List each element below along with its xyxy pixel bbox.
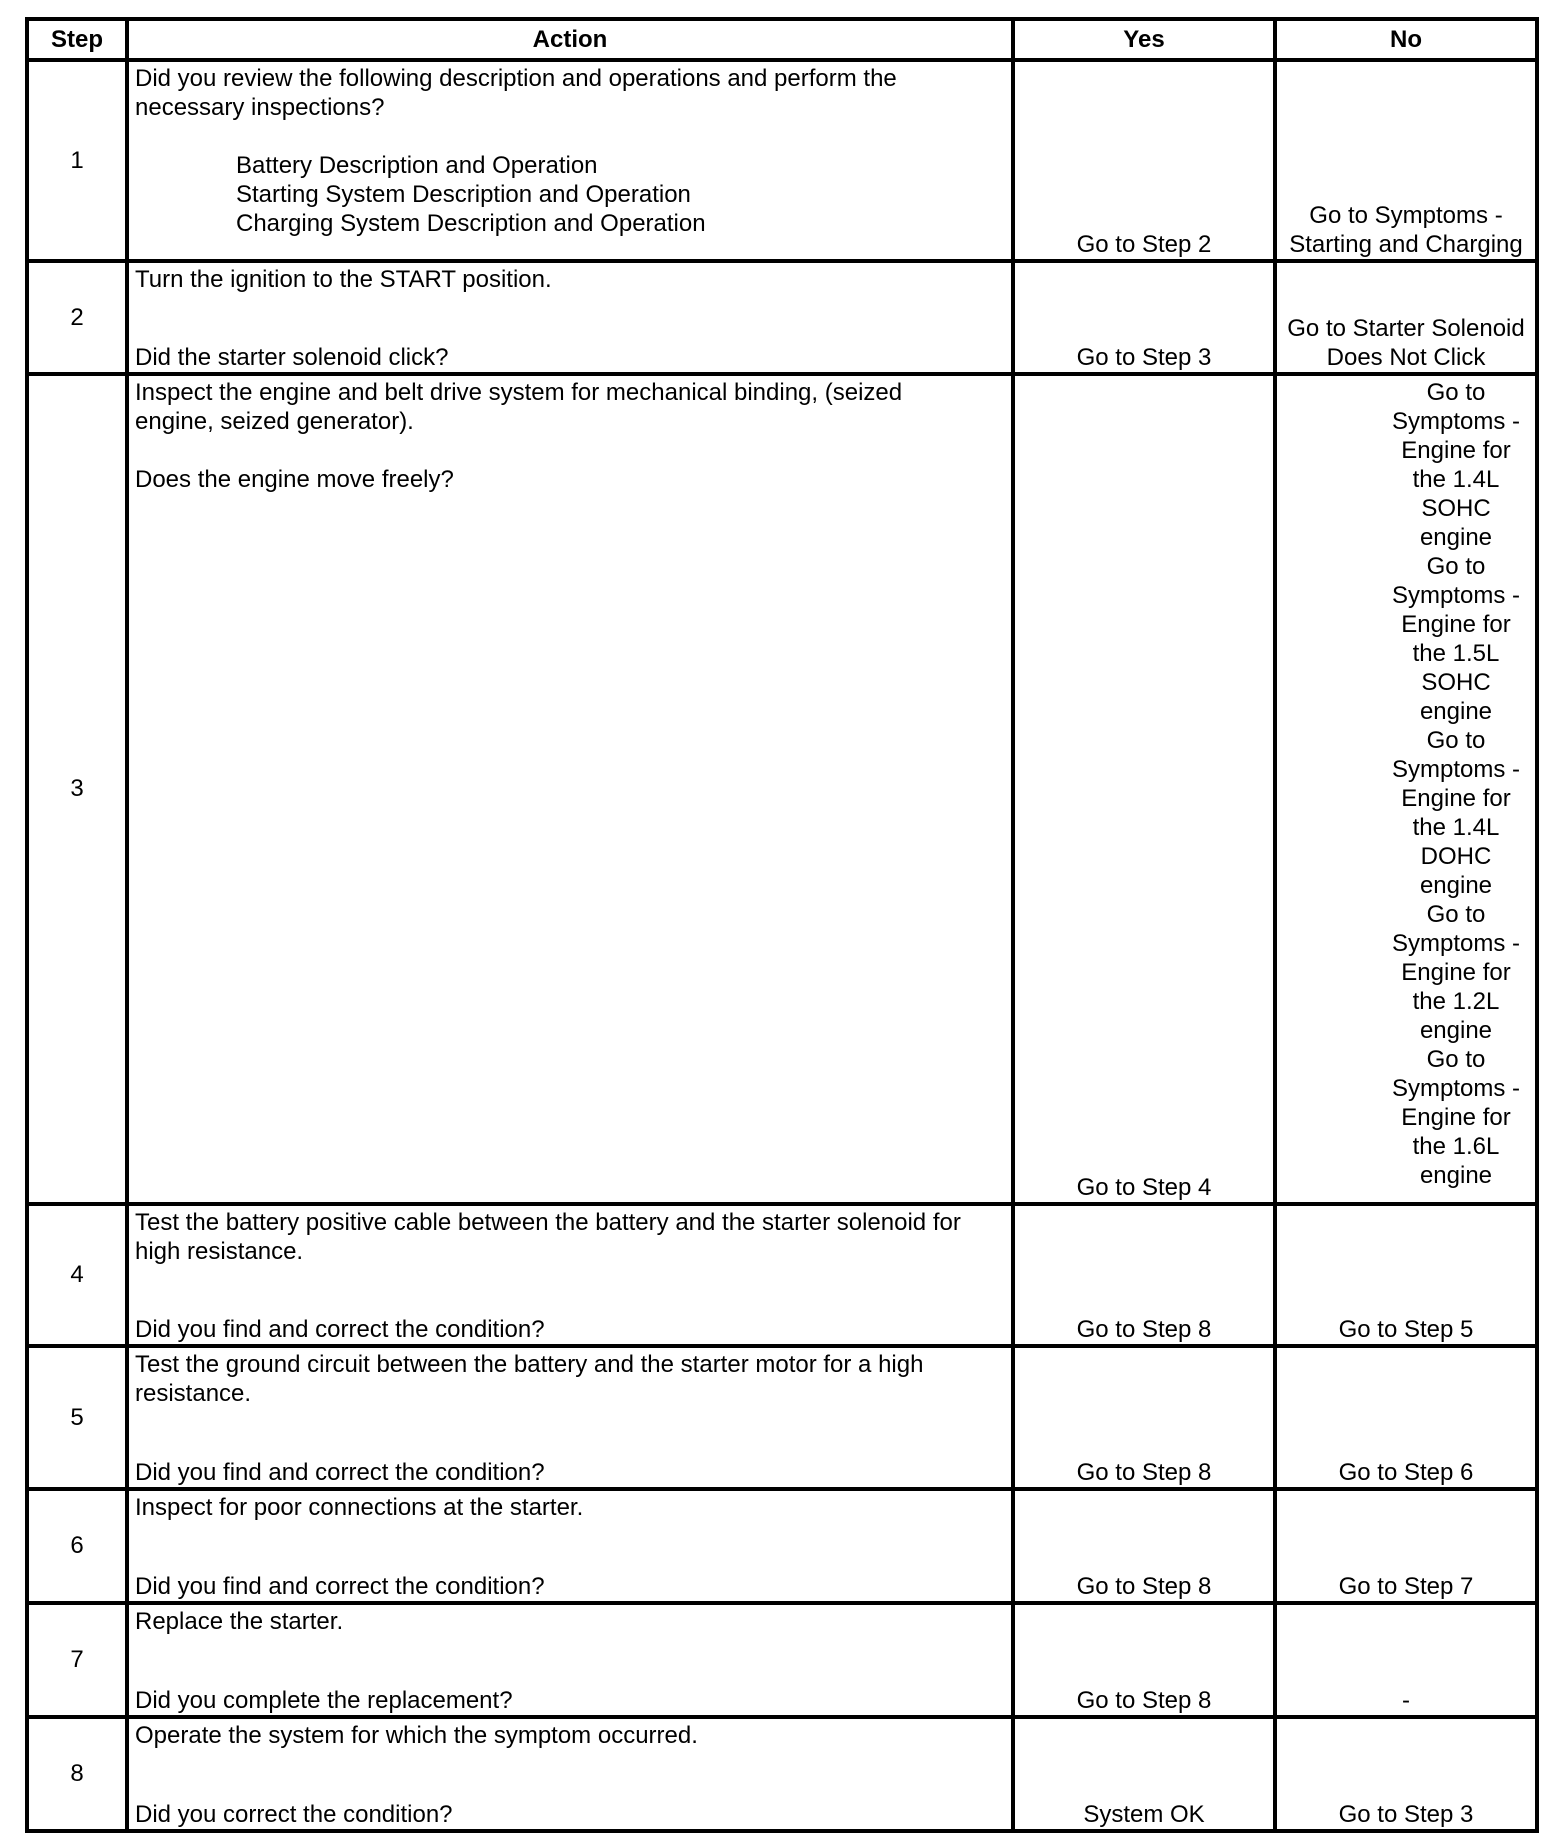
action-line: Inspect for poor connections at the starter. (135, 1494, 584, 1521)
action-question: Did you find and correct the condition? (135, 1573, 545, 1600)
action-line: Replace the starter. (135, 1608, 344, 1635)
no-value: - (1402, 1687, 1410, 1714)
no-link[interactable]: Go to Step 6 (1338, 1459, 1474, 1486)
no-link-line[interactable]: Go to (1426, 901, 1486, 928)
action-line: necessary inspections? (135, 94, 385, 121)
no-link-line[interactable]: the 1.4L (1412, 814, 1500, 841)
table-row (27, 374, 1537, 1204)
doc-link[interactable]: Charging System Description and Operation (236, 210, 706, 237)
no-link-line[interactable]: Engine for (1401, 785, 1511, 812)
no-link-line[interactable]: Symptoms - (1391, 1075, 1520, 1102)
yes-cell (1013, 374, 1275, 1204)
step-number: 6 (27, 1489, 127, 1603)
no-link-line[interactable]: Symptoms - (1391, 930, 1520, 957)
no-link-line[interactable]: the 1.2L (1412, 988, 1500, 1015)
yes-cell (1013, 1603, 1275, 1717)
no-link[interactable]: Go to Step 3 (1338, 1801, 1474, 1828)
step-number: 8 (27, 1717, 127, 1831)
no-cell (1275, 60, 1537, 261)
table-row (27, 1717, 1537, 1831)
action-line: Turn the ignition to the START position. (135, 266, 552, 293)
action-question: Did you find and correct the condition? (135, 1459, 545, 1486)
action-line: Test the battery positive cable between the battery and the starter solenoid for (135, 1209, 961, 1236)
header-no: No (1275, 19, 1537, 60)
table-row (27, 261, 1537, 374)
action-line: Did you review the following description and operations and perform the (135, 65, 897, 92)
no-link-line[interactable]: DOHC (1420, 843, 1492, 870)
no-link[interactable]: Starting and Charging (1289, 231, 1523, 258)
no-link[interactable]: Does Not Click (1326, 344, 1486, 371)
yes-link[interactable]: Go to Step 8 (1076, 1459, 1212, 1486)
no-cell (1275, 261, 1537, 374)
no-link-line[interactable]: Engine for (1401, 611, 1511, 638)
action-cell (127, 1603, 1013, 1717)
yes-cell (1013, 1717, 1275, 1831)
action-line: high resistance. (135, 1238, 304, 1265)
no-link-line[interactable]: Symptoms - (1391, 582, 1520, 609)
yes-link[interactable]: Go to Step 4 (1076, 1174, 1212, 1201)
action-line: engine, seized generator). (135, 408, 414, 435)
yes-link[interactable]: Go to Step 8 (1076, 1573, 1212, 1600)
header-row (27, 19, 1537, 60)
action-line: resistance. (135, 1380, 252, 1407)
yes-cell (1013, 261, 1275, 374)
yes-cell (1013, 1204, 1275, 1346)
no-cell (1275, 374, 1537, 1204)
no-link-line[interactable]: engine (1419, 524, 1493, 551)
header-action: Action (127, 19, 1013, 60)
action-cell (127, 1346, 1013, 1489)
no-link[interactable]: Go to Symptoms - (1309, 202, 1503, 229)
doc-link[interactable]: Starting System Description and Operation (236, 181, 691, 208)
step-number: 2 (27, 261, 127, 374)
no-link-line[interactable]: engine (1419, 698, 1493, 725)
action-line: Operate the system for which the symptom occurred. (135, 1722, 698, 1749)
no-link[interactable]: Go to Step 5 (1338, 1316, 1474, 1343)
table-row (27, 1346, 1537, 1489)
action-cell (127, 1489, 1013, 1603)
table-row (27, 1204, 1537, 1346)
no-link-line[interactable]: SOHC (1421, 495, 1491, 522)
step-number: 1 (27, 60, 127, 261)
no-link-line[interactable]: Engine for (1401, 1104, 1511, 1131)
yes-value: System OK (1083, 1801, 1205, 1828)
yes-link[interactable]: Go to Step 8 (1076, 1687, 1212, 1714)
step-number: 4 (27, 1204, 127, 1346)
action-cell (127, 60, 1013, 261)
action-question: Did the starter solenoid click? (135, 344, 449, 371)
step-number: 3 (27, 374, 127, 1204)
yes-link[interactable]: Go to Step 3 (1076, 344, 1212, 371)
no-link-line[interactable]: engine (1419, 872, 1493, 899)
action-question: Did you correct the condition? (135, 1801, 453, 1828)
table-row (27, 60, 1537, 261)
no-link-list[interactable] (1277, 376, 1535, 1190)
no-link-line[interactable]: engine (1419, 1162, 1493, 1189)
yes-cell (1013, 1346, 1275, 1489)
header-yes: Yes (1013, 19, 1275, 60)
no-cell (1275, 1717, 1537, 1831)
action-question: Did you find and correct the condition? (135, 1316, 545, 1343)
doc-link[interactable]: Battery Description and Operation (236, 152, 598, 179)
no-link-line[interactable]: engine (1419, 1017, 1493, 1044)
no-link-line[interactable]: Go to (1426, 1046, 1486, 1073)
no-link-line[interactable]: Go to (1426, 379, 1486, 406)
no-cell (1275, 1603, 1537, 1717)
table-row (27, 1489, 1537, 1603)
no-link-line[interactable]: SOHC (1421, 669, 1491, 696)
no-link-line[interactable]: Symptoms - (1391, 408, 1520, 435)
action-cell (127, 1717, 1013, 1831)
no-cell (1275, 1204, 1537, 1346)
diagnostic-table (25, 17, 1539, 1833)
no-link[interactable]: Go to Step 7 (1338, 1573, 1474, 1600)
yes-cell (1013, 60, 1275, 261)
no-link-line[interactable]: the 1.5L (1412, 640, 1500, 667)
no-cell (1275, 1489, 1537, 1603)
no-link-line[interactable]: Engine for (1401, 959, 1511, 986)
action-question: Does the engine move freely? (135, 466, 454, 493)
no-link-line[interactable]: the 1.6L (1412, 1133, 1500, 1160)
step-number: 7 (27, 1603, 127, 1717)
no-link-line[interactable]: Engine for (1401, 437, 1511, 464)
no-link-line[interactable]: the 1.4L (1412, 466, 1500, 493)
header-step: Step (27, 19, 127, 60)
action-cell (127, 1204, 1013, 1346)
action-line: Inspect the engine and belt drive system for mechanical binding, (seized (135, 379, 903, 406)
table-row (27, 1603, 1537, 1717)
action-line: Test the ground circuit between the battery and the starter motor for a high (135, 1351, 924, 1378)
no-link-line[interactable]: Go to (1426, 553, 1486, 580)
no-cell (1275, 1346, 1537, 1489)
action-cell (127, 261, 1013, 374)
action-question: Did you complete the replacement? (135, 1687, 513, 1714)
no-link[interactable]: Go to Starter Solenoid (1287, 315, 1525, 342)
no-link-line[interactable]: Symptoms - (1391, 756, 1520, 783)
yes-link[interactable]: Go to Step 2 (1076, 231, 1212, 258)
action-cell (127, 374, 1013, 1204)
yes-cell (1013, 1489, 1275, 1603)
step-number: 5 (27, 1346, 127, 1489)
yes-link[interactable]: Go to Step 8 (1076, 1316, 1212, 1343)
no-link-line[interactable]: Go to (1426, 727, 1486, 754)
